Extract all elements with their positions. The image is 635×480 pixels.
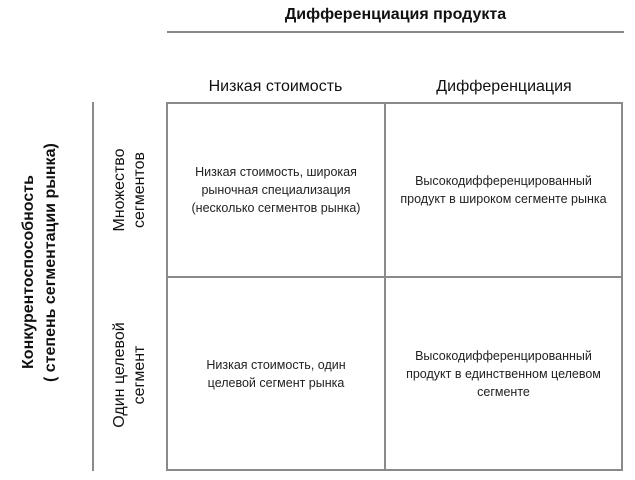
row-label-single-segment (110, 285, 150, 465)
column-header-low-cost: Низкая стоимость (208, 78, 343, 95)
left-axis-rule (92, 102, 94, 471)
left-axis-title-line1: Конкурентоспособность (20, 175, 37, 369)
cell-text: Высокодифференцированный продукт в единственном целевом сегменте (406, 348, 601, 399)
cell-low-cost-single-segment (168, 278, 384, 469)
row-label-line2: сегмент (131, 345, 148, 405)
top-axis-rule (167, 31, 624, 33)
left-axis-title (18, 143, 62, 382)
row-label-line1: Один целевой (111, 322, 128, 428)
top-axis-title: Дифференциация продукта (284, 6, 507, 23)
cell-text: Низкая стоимость, широкая рыночная специализация (несколько сегментов рынка) (191, 165, 361, 215)
column-header-differentiation: Дифференциация (436, 78, 572, 95)
row-label-line1: Множество (111, 148, 128, 232)
cell-text: Высокодифференцированный продукт в широком сегменте рынка (400, 174, 607, 206)
row-label-line2: сегментов (131, 152, 148, 229)
left-axis-title-line2: ( степень сегментации рынка) (42, 143, 59, 382)
cell-differentiation-multi-segment (386, 104, 621, 276)
cell-low-cost-multi-segment (168, 104, 384, 276)
row-label-multi-segment (110, 100, 150, 280)
cell-text: Низкая стоимость, один целевой сегмент рынка (206, 357, 346, 390)
cell-differentiation-single-segment (386, 278, 621, 469)
